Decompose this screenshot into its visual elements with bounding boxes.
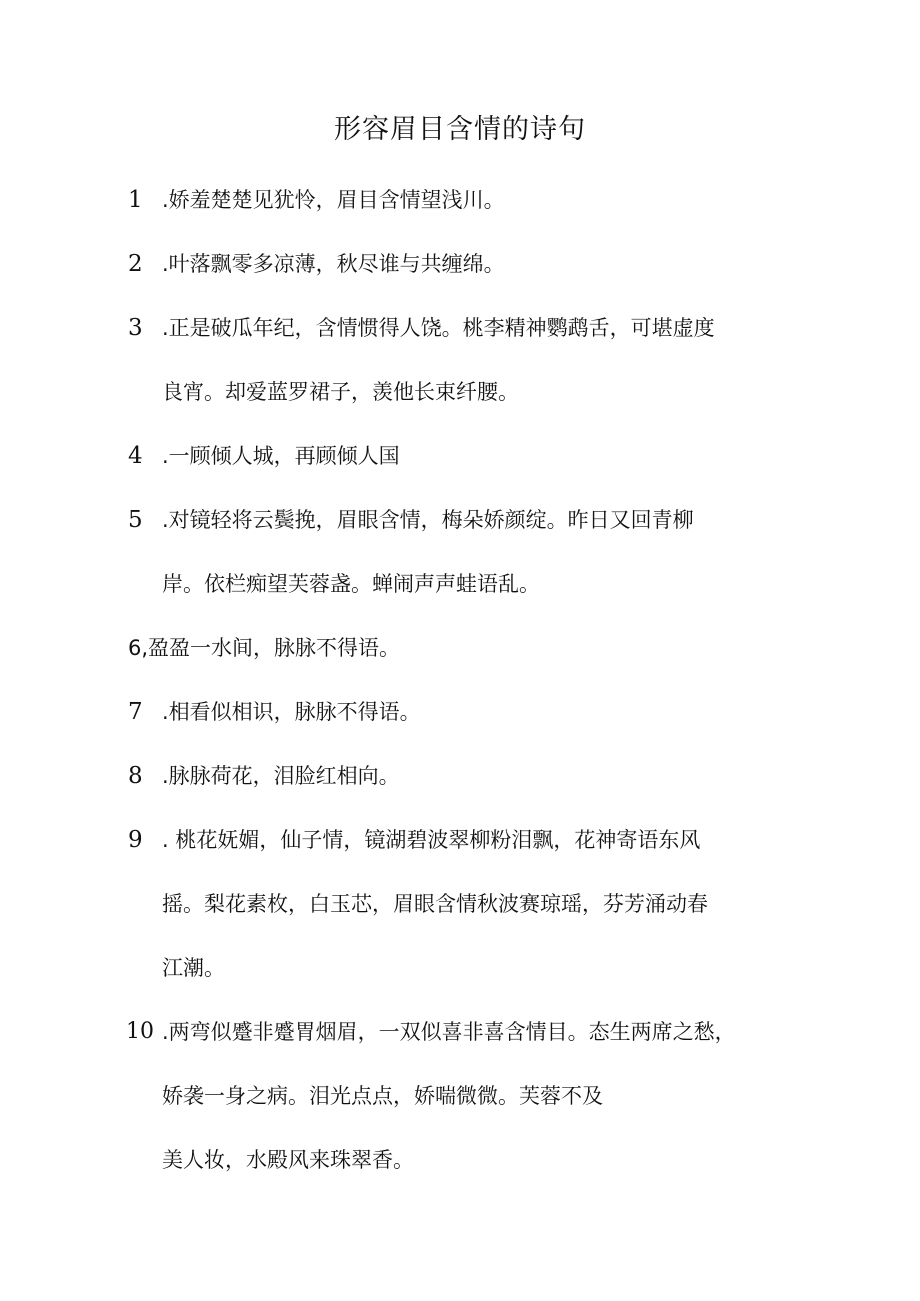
list-item-4 <box>128 436 788 500</box>
list-item-10 <box>128 1012 788 1204</box>
item-line: 娇袭一身之病。泪光点点，娇喘微微。芙蓉不及 <box>162 1084 603 1108</box>
item-number: 1 <box>128 187 143 213</box>
item-line: .一顾倾人城，再顾倾人国 <box>162 444 400 468</box>
item-number: 4 <box>128 443 143 469</box>
item-line: 美人妆，水殿风来珠翠香。 <box>162 1148 414 1172</box>
list-item-3 <box>128 308 788 436</box>
item-number: 9 <box>128 827 143 853</box>
item-line: .正是破瓜年纪，含情惯得人饶。桃李精神鹦鹉舌，可堪虚度 <box>162 316 715 340</box>
item-line: . 桃花妩媚，仙子情，镜湖碧波翠柳粉泪飘，花神寄语东风 <box>162 828 701 852</box>
page-title: 形容眉目含情的诗句 <box>334 114 586 145</box>
list-item-9 <box>128 820 788 1012</box>
item-number: 10 <box>126 1019 154 1044</box>
list-item-1 <box>128 180 788 244</box>
item-line: 江潮。 <box>162 956 225 980</box>
list-item-5 <box>128 500 788 628</box>
item-line: .两弯似蹙非蹙胃烟眉，一双似喜非喜含情目。态生两席之愁， <box>162 1020 736 1044</box>
list-item-2 <box>128 244 788 308</box>
list-item-7 <box>128 692 788 756</box>
list-item-8 <box>128 756 788 820</box>
item-number: 6, <box>128 636 149 660</box>
item-line: 良宵。却爱蓝罗裙子，羡他长束纤腰。 <box>162 380 519 404</box>
item-number: 2 <box>128 251 143 277</box>
item-line: 岸。依栏痴望芙蓉盏。蝉闹声声蛙语乱。 <box>162 572 540 596</box>
item-number: 5 <box>128 507 143 533</box>
item-line: 盈盈一水间，脉脉不得语。 <box>148 636 401 660</box>
item-number: 3 <box>128 315 143 341</box>
item-number: 7 <box>128 699 143 725</box>
item-line: .对镜轻将云鬓挽，眉眼含情，梅朵娇颜绽。昨日又回青柳 <box>162 508 694 532</box>
list-item-6 <box>128 628 788 692</box>
item-line: .叶落飘零多凉薄，秋尽谁与共缠绵。 <box>162 252 505 276</box>
poem-list <box>128 180 788 1204</box>
item-line: 摇。梨花素枚，白玉芯，眉眼含情秋波赛琼瑶，芬芳涌动春 <box>162 892 708 916</box>
item-number: 8 <box>128 763 143 789</box>
item-line-wrapper <box>128 628 788 692</box>
item-line: .脉脉荷花，泪脸红相向。 <box>162 764 400 788</box>
item-line: .娇羞楚楚见犹怜，眉目含情望浅川。 <box>162 188 505 212</box>
item-line: .相看似相识，脉脉不得语。 <box>162 700 421 724</box>
